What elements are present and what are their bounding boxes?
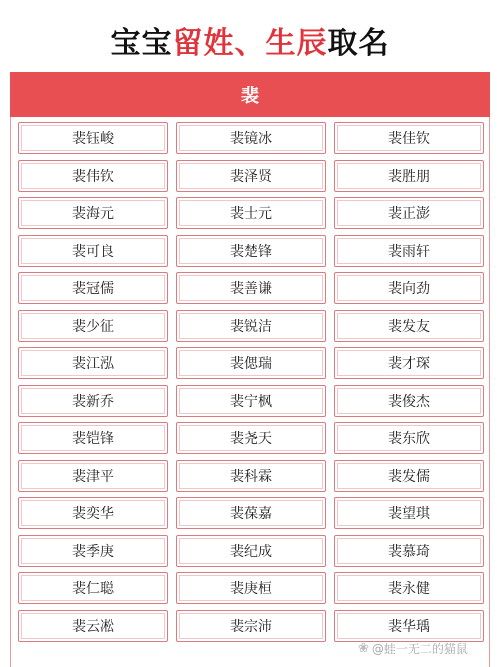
name-cell: 裴永健: [334, 572, 484, 604]
watermark: [358, 640, 468, 657]
name-cell: 裴奕华: [18, 497, 168, 529]
name-cell: 裴可良: [18, 235, 168, 267]
name-cell: 裴雨轩: [334, 235, 484, 267]
name-cell: 裴俊杰: [334, 385, 484, 417]
name-cell: 裴正澎: [334, 197, 484, 229]
name-cell: 裴发友: [334, 310, 484, 342]
name-cell: 裴士元: [176, 197, 326, 229]
name-cell: 裴泽贤: [176, 160, 326, 192]
title-part-2-highlight: 留姓、生辰: [172, 26, 328, 61]
name-cell: 裴胜朋: [334, 160, 484, 192]
name-cell: 裴佳钦: [334, 122, 484, 154]
watermark-text: @蛙一无二的猫鼠: [371, 642, 468, 656]
name-cell: 裴伟钦: [18, 160, 168, 192]
name-cell: 裴尧天: [176, 422, 326, 454]
name-cell: 裴宗沛: [176, 610, 326, 642]
name-cell: 裴季庚: [18, 535, 168, 567]
surname-header: 裴: [10, 72, 490, 117]
paw-icon: ❀: [358, 641, 369, 656]
name-cell: 裴望琪: [334, 497, 484, 529]
name-cell: 裴华瑀: [334, 610, 484, 642]
name-cell: 裴发儒: [334, 460, 484, 492]
name-cell: 裴冠儒: [18, 272, 168, 304]
name-cell: 裴少征: [18, 310, 168, 342]
name-cell: 裴向劲: [334, 272, 484, 304]
name-cell: 裴楚锋: [176, 235, 326, 267]
name-cell: 裴锐洁: [176, 310, 326, 342]
name-cell: 裴钰峻: [18, 122, 168, 154]
name-cell: 裴镜冰: [176, 122, 326, 154]
name-cell: 裴海元: [18, 197, 168, 229]
name-cell: 裴慕琦: [334, 535, 484, 567]
name-cell: 裴新乔: [18, 385, 168, 417]
name-cell: 裴偲瑞: [176, 347, 326, 379]
name-cell: 裴东欣: [334, 422, 484, 454]
name-cell: 裴仁聪: [18, 572, 168, 604]
name-cell: 裴宁枫: [176, 385, 326, 417]
name-cell: 裴庚桓: [176, 572, 326, 604]
name-cell: 裴云凇: [18, 610, 168, 642]
title-part-1: 宝宝: [110, 26, 173, 61]
name-cell: 裴纪成: [176, 535, 326, 567]
name-cell: 裴科霖: [176, 460, 326, 492]
name-cell: 裴才琛: [334, 347, 484, 379]
name-cell: 裴江泓: [18, 347, 168, 379]
name-cell: 裴善谦: [176, 272, 326, 304]
name-cell: 裴葆嘉: [176, 497, 326, 529]
page-title: [0, 18, 500, 62]
name-cell: 裴铠锋: [18, 422, 168, 454]
name-cell: 裴津平: [18, 460, 168, 492]
title-part-3: 取名: [327, 26, 390, 61]
